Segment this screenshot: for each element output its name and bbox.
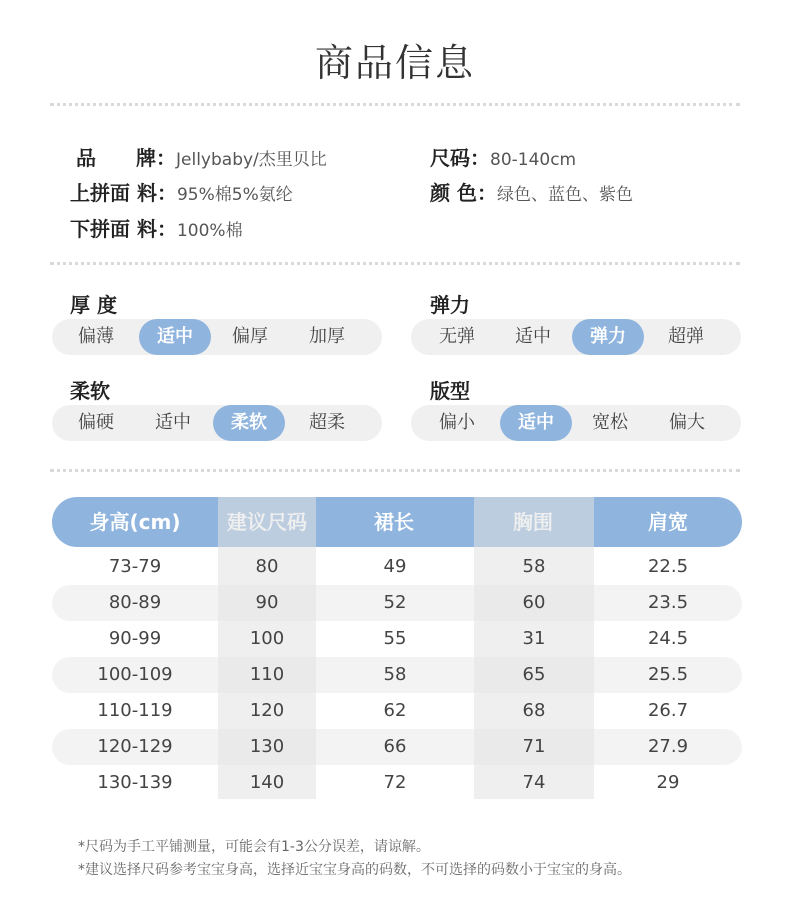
info-size xyxy=(430,142,576,171)
thickness-option: 偏薄 xyxy=(78,326,114,347)
footnote: *建议选择尺码参考宝宝身高，选择近宝宝身高的码数，不可选择的码数小于宝宝的身高。 xyxy=(78,862,631,878)
header-height: 身高(cm) xyxy=(89,510,181,534)
table-cell: 62 xyxy=(383,700,407,721)
page-title: 商品信息 xyxy=(314,41,475,85)
table-cell: 90-99 xyxy=(108,628,162,649)
table-cell: 55 xyxy=(383,628,407,649)
table-cell: 23.5 xyxy=(647,592,689,613)
lower-fabric-value: 100%棉 xyxy=(176,221,243,241)
divider xyxy=(50,262,740,265)
fit-option: 宽松 xyxy=(592,412,628,433)
table-cell: 90 xyxy=(255,592,279,613)
header-shoulder: 肩宽 xyxy=(648,510,688,534)
upper-fabric-label: 上拼面 料： xyxy=(70,181,177,205)
elasticity-option: 适中 xyxy=(515,326,551,347)
table-cell: 120 xyxy=(249,700,285,721)
fit-option: 偏大 xyxy=(669,412,705,433)
size-table-header xyxy=(52,497,742,547)
info-brand xyxy=(76,142,327,171)
table-cell: 58 xyxy=(383,664,407,685)
softness-option: 偏硬 xyxy=(78,412,114,433)
header-skirt-length: 裙长 xyxy=(374,510,414,534)
thickness-scale xyxy=(52,319,382,355)
table-cell: 130 xyxy=(249,736,285,757)
elasticity-title: 弹力 xyxy=(430,293,470,317)
table-cell: 80 xyxy=(255,556,279,577)
size-value: 80-140cm xyxy=(490,150,577,170)
table-cell: 72 xyxy=(383,772,407,793)
table-cell: 25.5 xyxy=(647,664,689,685)
divider xyxy=(50,469,740,472)
fit-title: 版型 xyxy=(430,379,470,403)
table-cell: 73-79 xyxy=(108,556,162,577)
fit-option-selected: 适中 xyxy=(500,405,572,441)
elasticity-option: 无弹 xyxy=(439,326,475,347)
elasticity-option: 超弹 xyxy=(668,326,704,347)
color-value: 绿色、蓝色、紫色 xyxy=(496,185,633,205)
table-cell: 100 xyxy=(249,628,285,649)
fit-scale xyxy=(411,405,741,441)
table-cell: 58 xyxy=(522,556,546,577)
table-cell: 60 xyxy=(522,592,546,613)
softness-option: 超柔 xyxy=(309,412,345,433)
table-cell: 130-139 xyxy=(97,772,173,793)
table-cell: 100-109 xyxy=(97,664,173,685)
table-cell: 24.5 xyxy=(647,628,689,649)
table-cell: 110-119 xyxy=(97,700,173,721)
brand-value: Jellybaby/杰里贝比 xyxy=(176,150,327,170)
info-upper-fabric xyxy=(70,177,293,206)
table-cell: 49 xyxy=(383,556,407,577)
fit-option: 偏小 xyxy=(439,412,475,433)
table-cell: 22.5 xyxy=(647,556,689,577)
upper-fabric-value: 95%棉5%氨纶 xyxy=(176,185,293,205)
info-color xyxy=(430,177,633,206)
elasticity-scale xyxy=(411,319,741,355)
thickness-option: 偏厚 xyxy=(232,326,268,347)
softness-scale xyxy=(52,405,382,441)
table-cell: 31 xyxy=(522,628,546,649)
thickness-option: 加厚 xyxy=(309,326,345,347)
table-cell: 66 xyxy=(383,736,407,757)
table-cell: 74 xyxy=(522,772,546,793)
table-cell: 140 xyxy=(249,772,285,793)
table-cell: 71 xyxy=(522,736,546,757)
softness-option: 适中 xyxy=(155,412,191,433)
lower-fabric-label: 下拼面 料： xyxy=(70,217,177,241)
divider xyxy=(50,103,740,106)
brand-label: 品 牌： xyxy=(76,146,176,170)
table-cell: 29 xyxy=(656,772,680,793)
thickness-title: 厚 度 xyxy=(70,293,117,317)
softness-option-selected: 柔软 xyxy=(213,405,285,441)
info-lower-fabric xyxy=(70,213,243,242)
elasticity-option-selected: 弹力 xyxy=(572,319,644,355)
footnote: *尺码为手工平铺测量，可能会有1-3公分误差，请谅解。 xyxy=(78,839,430,855)
table-cell: 27.9 xyxy=(647,736,689,757)
table-cell: 26.7 xyxy=(647,700,689,721)
table-cell: 68 xyxy=(522,700,546,721)
table-cell: 110 xyxy=(249,664,285,685)
table-cell: 80-89 xyxy=(108,592,162,613)
color-label: 颜 色： xyxy=(430,181,497,205)
table-cell: 120-129 xyxy=(97,736,173,757)
table-cell: 65 xyxy=(522,664,546,685)
table-cell: 52 xyxy=(383,592,407,613)
thickness-option-selected: 适中 xyxy=(139,319,211,355)
softness-title: 柔软 xyxy=(70,379,110,403)
size-label: 尺码： xyxy=(430,146,490,170)
